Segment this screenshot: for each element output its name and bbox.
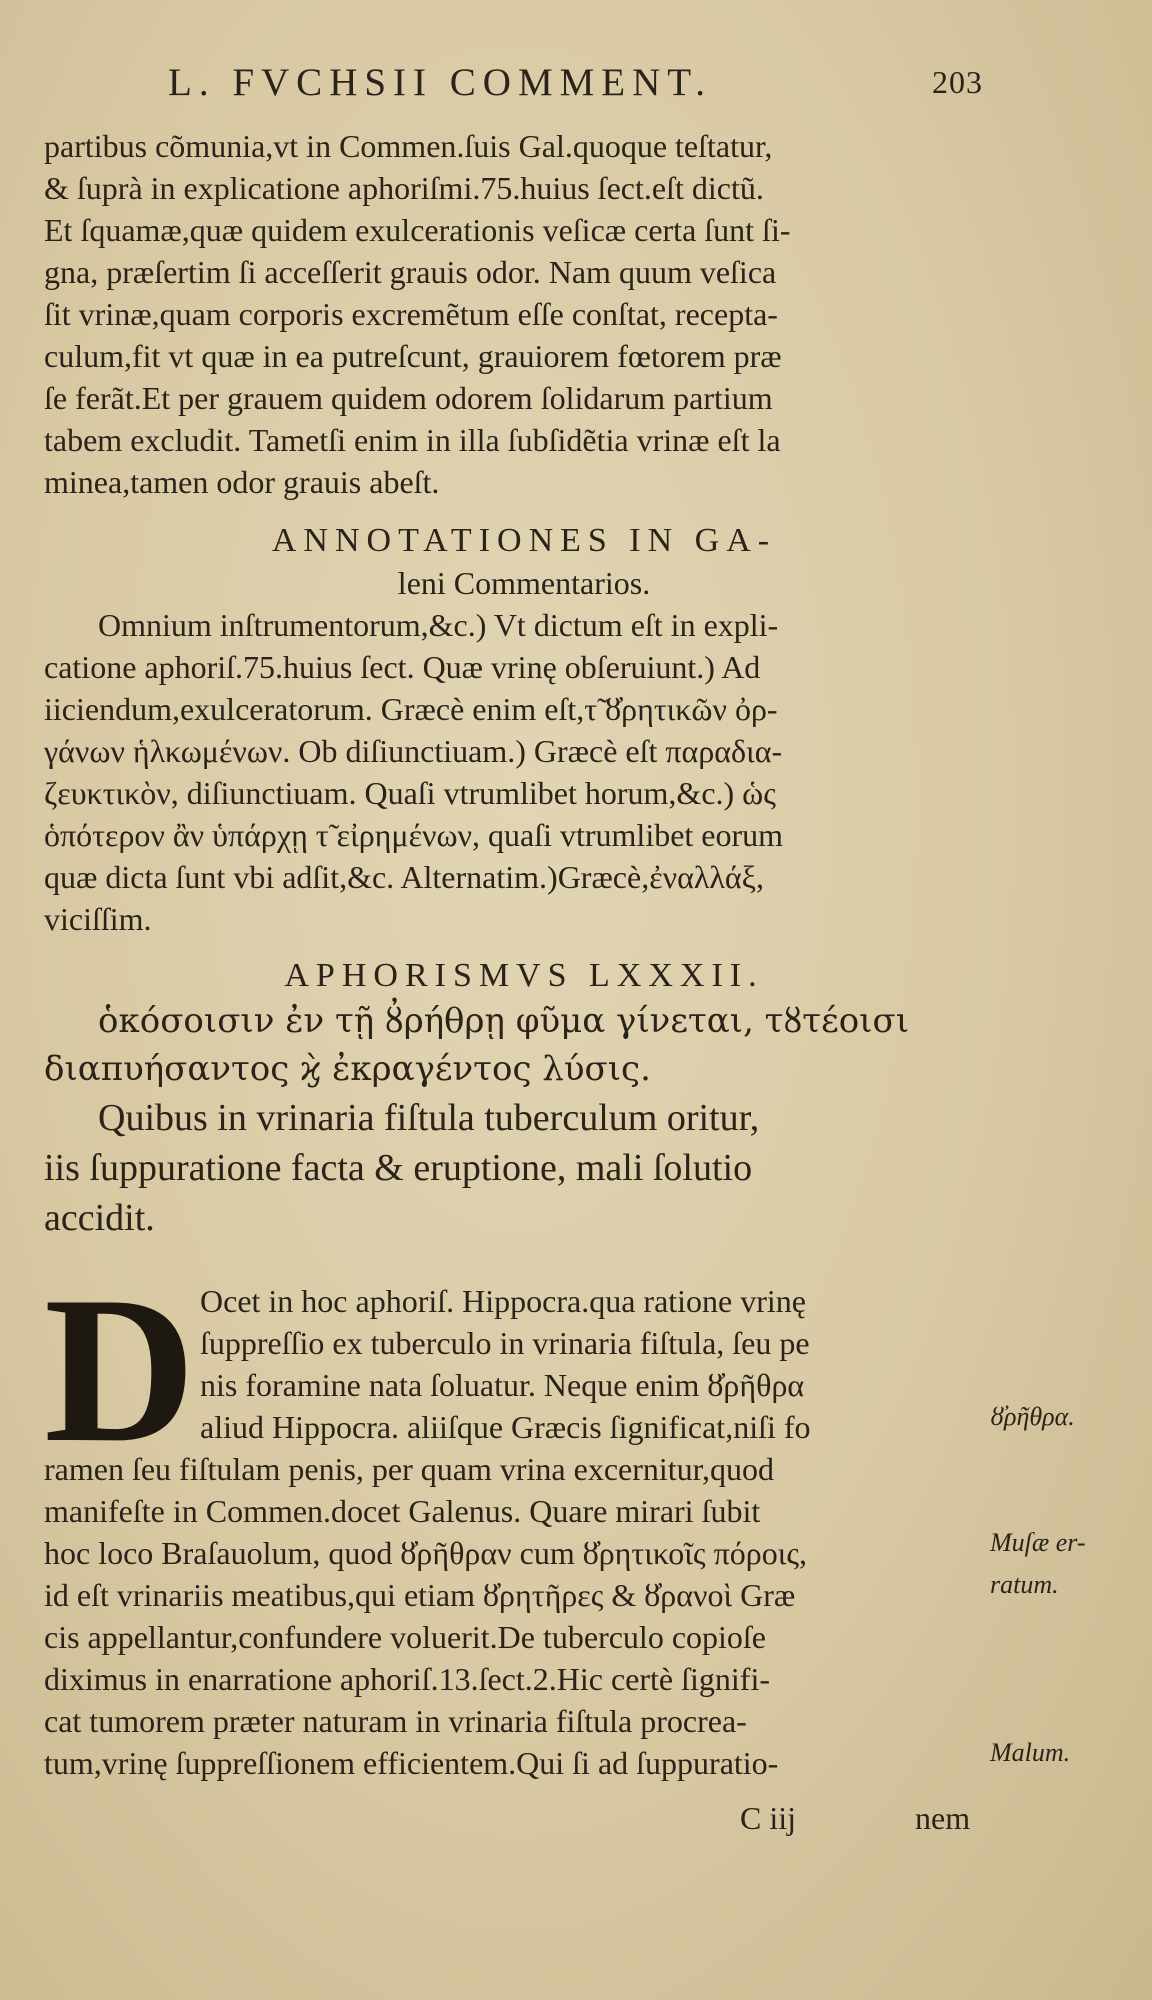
text-line: id eſt vrinariis meatibus,qui etiam ȣ̓ρητῆρες & ȣ̓ρανοὶ Græ — [44, 1577, 796, 1613]
margin-note: ȣ̓ρῆθρα. — [990, 1402, 1075, 1431]
latin-aphorism-line: Quibus in vrinaria fiſtula tuberculum oritur, — [98, 1097, 760, 1139]
annotations-section — [44, 520, 1004, 940]
text-line: tum,vrinę ſuppreſſionem efficientem.Qui ſi ad ſuppuratio- — [44, 1745, 779, 1781]
annotations-heading: ANNOTATIONES IN GA- — [271, 522, 777, 559]
margin-note: ratum. — [990, 1570, 1059, 1599]
text-line: nis foramine nata ſoluatur. Neque enim ȣ̓ρῆθρα — [200, 1367, 805, 1403]
signature-mark: C iij — [740, 1800, 797, 1836]
text-line: ſuppreſſio ex tuberculo in vrinaria fiſtula, ſeu pe — [200, 1325, 810, 1361]
text-line: γάνων ἡλκωμένων. Ob diſiunctiuam.) Græcè eſt παραδια- — [44, 733, 783, 769]
latin-aphorism-line: iis ſuppuratione facta & eruptione, mali ſolutio — [44, 1147, 753, 1189]
margin-note: Malum. — [990, 1738, 1071, 1767]
text-line: viciſſim. — [44, 901, 152, 937]
text-line: manifeſte in Commen.docet Galenus. Quare mirari ſubit — [44, 1493, 761, 1529]
running-title: L. FVCHSII COMMENT. — [168, 61, 712, 104]
text-line: cat tumorem præter naturam in vrinaria fiſtula procrea- — [44, 1703, 747, 1739]
text-line: gna, præſertim ſi acceſſerit grauis odor. Nam quum veſica — [44, 254, 777, 290]
page-header — [0, 60, 1152, 110]
text-line: Ocet in hoc aphoriſ. Hippocra.qua ratione vrinę — [200, 1283, 806, 1319]
margin-note: Muſæ er- — [990, 1528, 1086, 1557]
text-line: culum,fit vt quæ in ea putreſcunt, grauiorem fœtorem præ — [44, 338, 782, 374]
drop-cap: D — [44, 1254, 196, 1486]
page-number: 203 — [932, 64, 983, 100]
text-line: hoc loco Braſauolum, quod ȣ̓ρῆθραν cum ȣ̓ρητικοῖς πόροις, — [44, 1535, 807, 1571]
commentary-body — [44, 1448, 1004, 1784]
aphorism-heading: APHORISMVS LXXXII. — [284, 957, 764, 994]
section1-text — [44, 125, 1004, 503]
text-line: catione aphoriſ.75.huius ſect. Quæ vrinę obſeruiunt.) Ad — [44, 649, 761, 685]
text-line: iiciendum,exulceratorum. Græcè enim eſt,τ̃ ȣ̓ρητικῶν ὀρ- — [44, 691, 778, 727]
text-line: Et ſquamæ,quæ quidem exulcerationis veſicæ certa ſunt ſi- — [44, 212, 791, 248]
text-line: ζευκτικὸν, diſiunctiuam. Quaſi vtrumlibet horum,&c.) ὡς — [44, 775, 776, 811]
commentary-indented — [200, 1280, 990, 1448]
text-line: minea,tamen odor grauis abeſt. — [44, 464, 440, 500]
text-line: diximus in enarratione aphoriſ.13.ſect.2.Hic certè ſignifi- — [44, 1661, 770, 1697]
text-line: ſe ferãt.Et per grauem quidem odorem ſolidarum partium — [44, 380, 773, 416]
text-line: aliud Hippocra. aliiſque Græcis ſignificat,niſi fo — [200, 1409, 811, 1445]
text-line: ramen ſeu fiſtulam penis, per quam vrina excernitur,quod — [44, 1451, 775, 1487]
text-line: & ſuprà in explicatione aphoriſmi.75.huius ſect.eſt dictũ. — [44, 170, 764, 206]
aphorism-section — [44, 955, 1004, 1243]
catchword: nem — [915, 1800, 971, 1836]
text-line: tabem excludit. Tametſi enim in illa ſubſidẽtia vrinæ eſt la — [44, 422, 781, 458]
text-line: cis appellantur,confundere voluerit.De tuberculo copioſe — [44, 1619, 766, 1655]
latin-aphorism-line: accidit. — [44, 1197, 155, 1239]
text-line: Omnium inſtrumentorum,&c.) Vt dictum eſt in expli- — [98, 607, 779, 643]
text-line: ὁπότερον ἂν ὑπάρχῃ τ̃ εἰρημένων, quaſi vtrumlibet eorum — [44, 817, 784, 853]
text-line: ſit vrinæ,quam corporis excremẽtum eſſe conſtat, recepta- — [44, 296, 778, 332]
annotations-subheading: leni Commentarios. — [397, 565, 651, 601]
greek-aphorism-line: διαπυήσαντος ϗ̀ ἐκραγέντος λύσις. — [44, 1049, 651, 1089]
text-line: quæ dicta ſunt vbi adſit,&c. Alternatim.)Græcè,ἐναλλάξ, — [44, 859, 764, 895]
greek-aphorism-line: ὁκόσοισιν ἐν τῇ ȣ̓ρήθρῃ φῦμα γίνεται, τȣτέοισι — [98, 1001, 910, 1041]
text-line: partibus cõmunia,vt in Commen.ſuis Gal.quoque teſtatur, — [44, 128, 773, 164]
